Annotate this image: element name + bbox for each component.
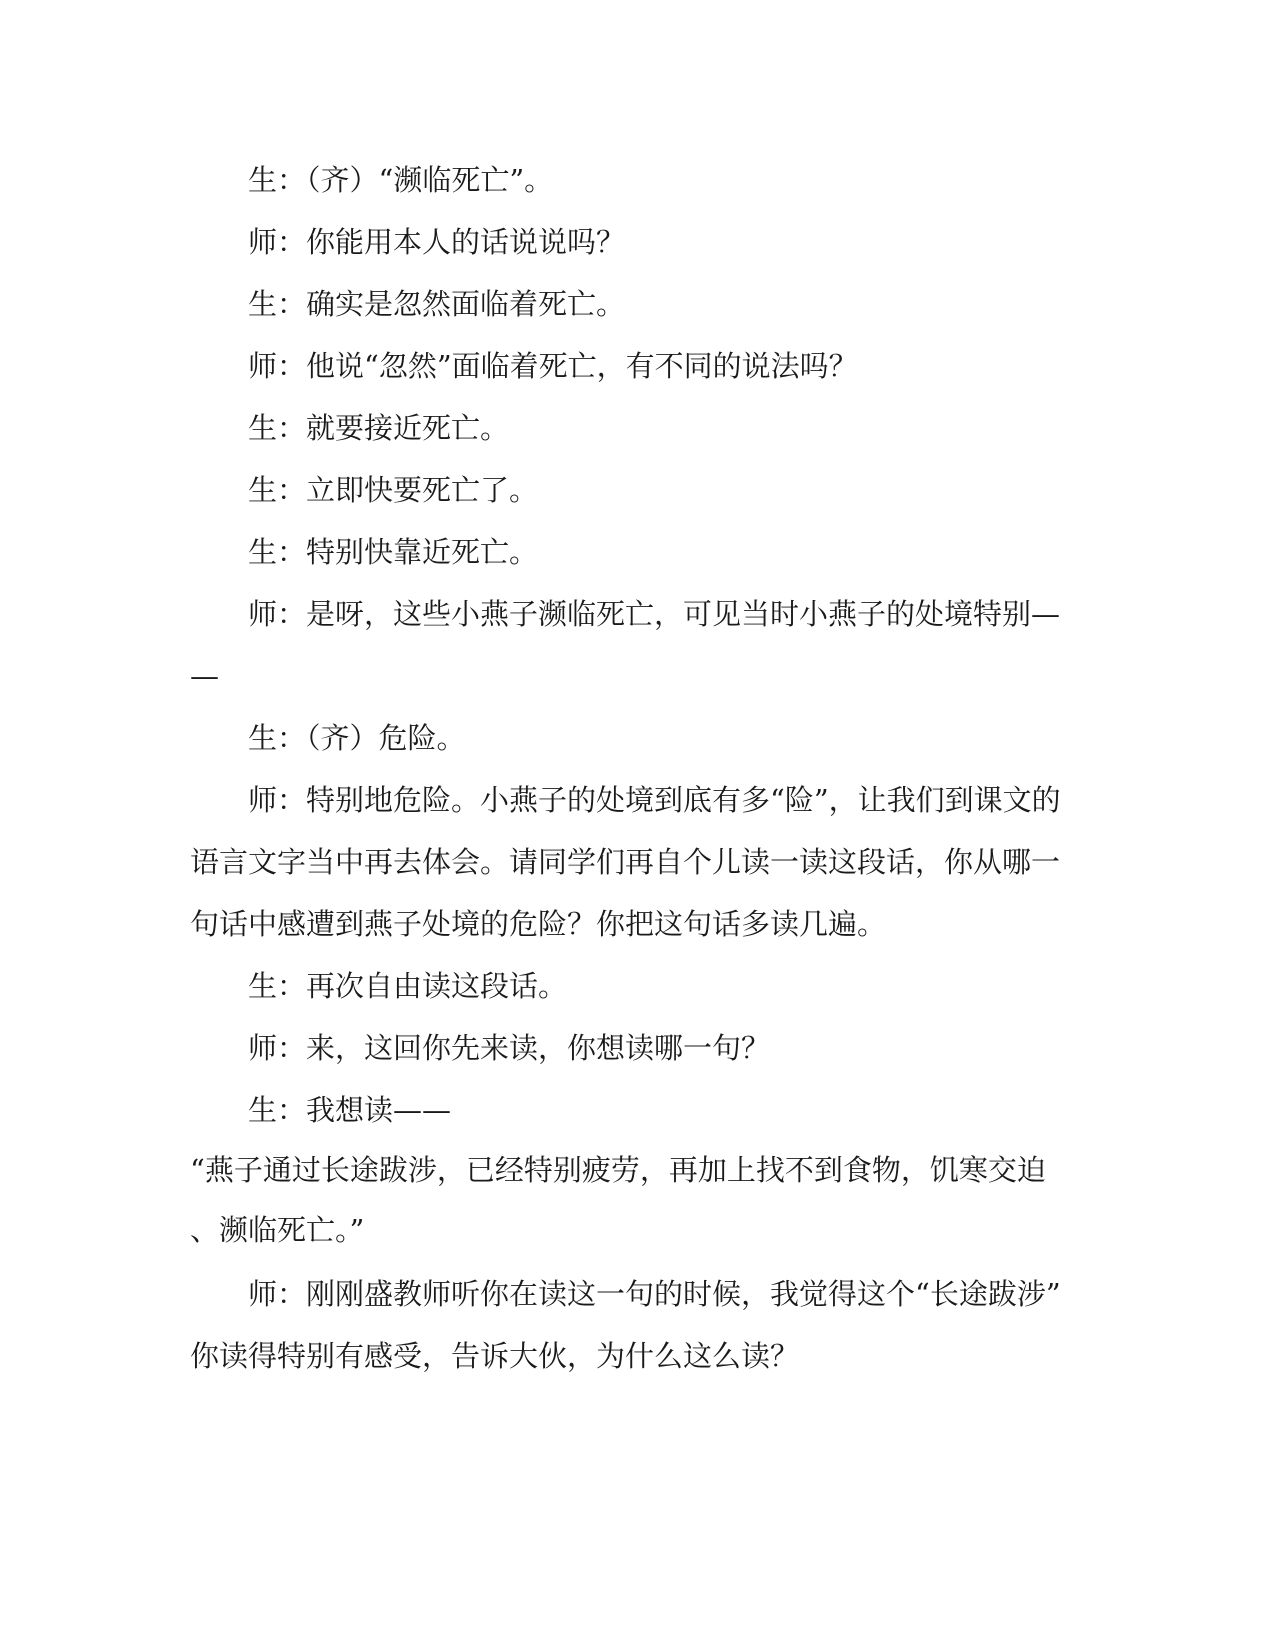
dialogue-line-continuation: 你读得特别有感受，告诉大伙，为什么这么读？	[190, 1339, 800, 1373]
dialogue-line: 生：再次自由读这段话。	[248, 969, 568, 1003]
dialogue-line: 生：确实是忽然面临着死亡。	[248, 287, 626, 321]
dialogue-line: 师：他说“忽然”面临着死亡，有不同的说法吗？	[248, 349, 858, 383]
dialogue-line-continuation: —	[190, 659, 219, 693]
dialogue-line: 生：立即快要死亡了。	[248, 473, 539, 507]
dialogue-line: 师：是呀，这些小燕子濒临死亡，可见当时小燕子的处境特别—	[248, 597, 1061, 631]
dialogue-line-continuation: 语言文字当中再去体会。请同学们再自个儿读一读这段话，你从哪一	[190, 845, 1061, 879]
dialogue-line: 生：就要接近死亡。	[248, 411, 510, 445]
quoted-passage-line: “燕子通过长途跋涉，已经特别疲劳，再加上找不到食物，饥寒交迫	[190, 1153, 1046, 1187]
dialogue-line: 生：特别快靠近死亡。	[248, 535, 539, 569]
dialogue-line: 师：你能用本人的话说说吗？	[248, 225, 626, 259]
quoted-passage-line: 、濒临死亡。”	[190, 1213, 365, 1247]
dialogue-line: 师：刚刚盛教师听你在读这一句的时候，我觉得这个“长途跋涉”	[248, 1277, 1061, 1311]
dialogue-line: 生：我想读——	[248, 1093, 452, 1127]
dialogue-line: 生：（齐）“濒临死亡”。	[248, 163, 554, 197]
dialogue-line: 师：来，这回你先来读，你想读哪一句？	[248, 1031, 771, 1065]
dialogue-line-continuation: 句话中感遭到燕子处境的危险？你把这句话多读几遍。	[190, 907, 887, 941]
dialogue-line: 生：（齐）危险。	[248, 721, 466, 755]
dialogue-line: 师：特别地危险。小燕子的处境到底有多“险”，让我们到课文的	[248, 783, 1061, 817]
